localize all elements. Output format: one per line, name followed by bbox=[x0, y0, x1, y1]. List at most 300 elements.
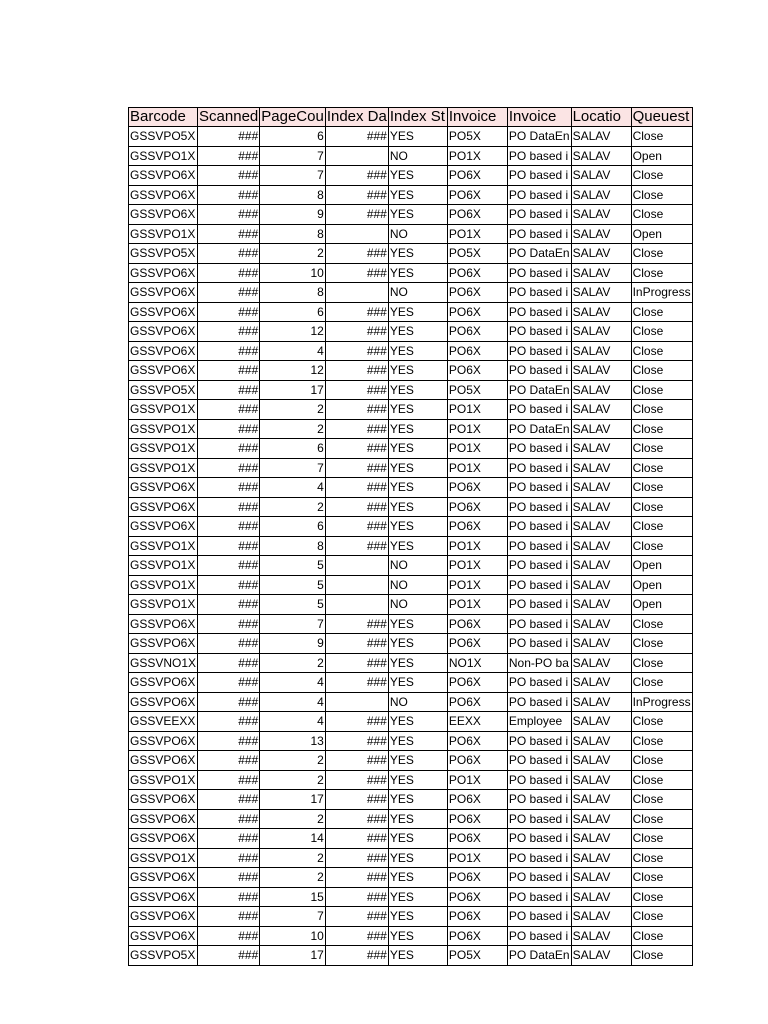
cell-index-date[interactable]: ### bbox=[325, 341, 388, 361]
cell-queue-status[interactable]: Close bbox=[631, 458, 692, 478]
cell-queue-status[interactable]: Close bbox=[631, 829, 692, 849]
cell-pagecount[interactable]: 6 bbox=[260, 302, 326, 322]
cell-queue-status[interactable]: Close bbox=[631, 322, 692, 342]
cell-invoice-desc[interactable]: PO based i bbox=[507, 205, 571, 225]
cell-barcode[interactable]: GSSVPO5X bbox=[129, 127, 198, 147]
cell-queue-status[interactable]: Close bbox=[631, 478, 692, 498]
cell-location[interactable]: SALAV bbox=[571, 185, 631, 205]
cell-invoice-type[interactable]: PO6X bbox=[447, 478, 507, 498]
cell-scanned[interactable]: ### bbox=[198, 653, 260, 673]
cell-queue-status[interactable]: Close bbox=[631, 653, 692, 673]
cell-pagecount[interactable]: 2 bbox=[260, 751, 326, 771]
cell-invoice-desc[interactable]: PO based i bbox=[507, 614, 571, 634]
cell-index-status[interactable]: YES bbox=[388, 673, 447, 693]
header-scanned[interactable]: Scanned bbox=[199, 108, 259, 125]
cell-scanned[interactable]: ### bbox=[198, 205, 260, 225]
cell-invoice-type[interactable]: PO1X bbox=[447, 575, 507, 595]
cell-queue-status[interactable]: InProgress bbox=[631, 283, 692, 303]
cell-index-date[interactable]: ### bbox=[325, 829, 388, 849]
cell-index-status[interactable]: YES bbox=[388, 361, 447, 381]
cell-invoice-desc[interactable]: PO based i bbox=[507, 341, 571, 361]
cell-pagecount[interactable]: 7 bbox=[260, 146, 326, 166]
cell-invoice-type[interactable]: EEXX bbox=[447, 712, 507, 732]
cell-scanned[interactable]: ### bbox=[198, 751, 260, 771]
cell-pagecount[interactable]: 8 bbox=[260, 185, 326, 205]
cell-index-date[interactable]: ### bbox=[325, 712, 388, 732]
cell-queue-status[interactable]: Close bbox=[631, 868, 692, 888]
cell-invoice-type[interactable]: PO1X bbox=[447, 556, 507, 576]
cell-pagecount[interactable]: 10 bbox=[260, 263, 326, 283]
cell-index-date[interactable] bbox=[325, 283, 388, 303]
cell-index-date[interactable]: ### bbox=[325, 400, 388, 420]
cell-location[interactable]: SALAV bbox=[571, 848, 631, 868]
cell-location[interactable]: SALAV bbox=[571, 712, 631, 732]
cell-invoice-desc[interactable]: PO based i bbox=[507, 185, 571, 205]
cell-location[interactable]: SALAV bbox=[571, 868, 631, 888]
cell-invoice-desc[interactable]: PO DataEn bbox=[507, 127, 571, 147]
cell-invoice-desc[interactable]: PO based i bbox=[507, 575, 571, 595]
cell-index-date[interactable]: ### bbox=[325, 614, 388, 634]
cell-scanned[interactable]: ### bbox=[198, 302, 260, 322]
cell-index-status[interactable]: YES bbox=[388, 244, 447, 264]
cell-barcode[interactable]: GSSVPO6X bbox=[129, 166, 198, 186]
cell-barcode[interactable]: GSSVPO1X bbox=[129, 556, 198, 576]
cell-index-date[interactable] bbox=[325, 556, 388, 576]
cell-index-date[interactable]: ### bbox=[325, 302, 388, 322]
cell-invoice-desc[interactable]: PO based i bbox=[507, 322, 571, 342]
cell-index-status[interactable]: YES bbox=[388, 302, 447, 322]
cell-invoice-desc[interactable]: PO based i bbox=[507, 595, 571, 615]
cell-pagecount[interactable]: 8 bbox=[260, 283, 326, 303]
cell-index-date[interactable]: ### bbox=[325, 497, 388, 517]
cell-index-date[interactable]: ### bbox=[325, 419, 388, 439]
cell-queue-status[interactable]: Close bbox=[631, 400, 692, 420]
cell-scanned[interactable]: ### bbox=[198, 127, 260, 147]
cell-barcode[interactable]: GSSVPO1X bbox=[129, 848, 198, 868]
cell-barcode[interactable]: GSSVPO5X bbox=[129, 244, 198, 264]
cell-barcode[interactable]: GSSVPO6X bbox=[129, 907, 198, 927]
cell-pagecount[interactable]: 5 bbox=[260, 595, 326, 615]
cell-scanned[interactable]: ### bbox=[198, 595, 260, 615]
cell-location[interactable]: SALAV bbox=[571, 244, 631, 264]
cell-index-status[interactable]: NO bbox=[388, 224, 447, 244]
cell-scanned[interactable]: ### bbox=[198, 380, 260, 400]
cell-queue-status[interactable]: Close bbox=[631, 848, 692, 868]
cell-index-date[interactable]: ### bbox=[325, 634, 388, 654]
cell-queue-status[interactable]: Close bbox=[631, 536, 692, 556]
cell-index-status[interactable]: NO bbox=[388, 146, 447, 166]
cell-location[interactable]: SALAV bbox=[571, 829, 631, 849]
cell-queue-status[interactable]: InProgress bbox=[631, 692, 692, 712]
cell-location[interactable]: SALAV bbox=[571, 127, 631, 147]
cell-barcode[interactable]: GSSVPO6X bbox=[129, 283, 198, 303]
cell-pagecount[interactable]: 5 bbox=[260, 556, 326, 576]
cell-barcode[interactable]: GSSVPO6X bbox=[129, 185, 198, 205]
cell-barcode[interactable]: GSSVPO6X bbox=[129, 731, 198, 751]
cell-barcode[interactable]: GSSVPO6X bbox=[129, 517, 198, 537]
cell-index-date[interactable]: ### bbox=[325, 380, 388, 400]
cell-invoice-desc[interactable]: PO based i bbox=[507, 536, 571, 556]
cell-barcode[interactable]: GSSVPO1X bbox=[129, 439, 198, 459]
cell-invoice-type[interactable]: PO6X bbox=[447, 205, 507, 225]
cell-location[interactable]: SALAV bbox=[571, 224, 631, 244]
cell-index-status[interactable]: YES bbox=[388, 205, 447, 225]
cell-location[interactable]: SALAV bbox=[571, 634, 631, 654]
cell-index-status[interactable]: YES bbox=[388, 341, 447, 361]
cell-invoice-type[interactable]: PO6X bbox=[447, 790, 507, 810]
cell-pagecount[interactable]: 9 bbox=[260, 205, 326, 225]
cell-invoice-desc[interactable]: PO based i bbox=[507, 751, 571, 771]
cell-scanned[interactable]: ### bbox=[198, 770, 260, 790]
cell-pagecount[interactable]: 4 bbox=[260, 478, 326, 498]
cell-scanned[interactable]: ### bbox=[198, 478, 260, 498]
cell-index-date[interactable]: ### bbox=[325, 361, 388, 381]
cell-queue-status[interactable]: Close bbox=[631, 439, 692, 459]
cell-queue-status[interactable]: Close bbox=[631, 770, 692, 790]
cell-index-status[interactable]: YES bbox=[388, 322, 447, 342]
cell-index-date[interactable] bbox=[325, 224, 388, 244]
cell-queue-status[interactable]: Close bbox=[631, 634, 692, 654]
cell-scanned[interactable]: ### bbox=[198, 614, 260, 634]
cell-location[interactable]: SALAV bbox=[571, 205, 631, 225]
cell-pagecount[interactable]: 2 bbox=[260, 497, 326, 517]
cell-barcode[interactable]: GSSVPO6X bbox=[129, 868, 198, 888]
cell-index-date[interactable]: ### bbox=[325, 263, 388, 283]
cell-index-date[interactable]: ### bbox=[325, 868, 388, 888]
cell-location[interactable]: SALAV bbox=[571, 946, 631, 966]
cell-barcode[interactable]: GSSVPO6X bbox=[129, 634, 198, 654]
cell-invoice-desc[interactable]: PO based i bbox=[507, 907, 571, 927]
cell-index-date[interactable]: ### bbox=[325, 127, 388, 147]
cell-index-status[interactable]: YES bbox=[388, 458, 447, 478]
cell-queue-status[interactable]: Close bbox=[631, 497, 692, 517]
cell-barcode[interactable]: GSSVPO6X bbox=[129, 751, 198, 771]
cell-index-status[interactable]: YES bbox=[388, 419, 447, 439]
cell-index-status[interactable]: YES bbox=[388, 653, 447, 673]
cell-invoice-desc[interactable]: PO based i bbox=[507, 517, 571, 537]
cell-barcode[interactable]: GSSVPO6X bbox=[129, 926, 198, 946]
cell-scanned[interactable]: ### bbox=[198, 634, 260, 654]
cell-location[interactable]: SALAV bbox=[571, 478, 631, 498]
cell-invoice-type[interactable]: PO6X bbox=[447, 263, 507, 283]
cell-location[interactable]: SALAV bbox=[571, 614, 631, 634]
cell-invoice-desc[interactable]: PO DataEn bbox=[507, 946, 571, 966]
cell-index-status[interactable]: YES bbox=[388, 809, 447, 829]
cell-index-date[interactable] bbox=[325, 595, 388, 615]
cell-location[interactable]: SALAV bbox=[571, 497, 631, 517]
cell-location[interactable]: SALAV bbox=[571, 439, 631, 459]
header-invoice-type[interactable]: Invoice bbox=[447, 108, 507, 127]
cell-index-date[interactable]: ### bbox=[325, 517, 388, 537]
cell-barcode[interactable]: GSSVPO6X bbox=[129, 614, 198, 634]
cell-invoice-type[interactable]: PO1X bbox=[447, 224, 507, 244]
cell-index-status[interactable]: YES bbox=[388, 634, 447, 654]
cell-queue-status[interactable]: Close bbox=[631, 517, 692, 537]
cell-invoice-type[interactable]: NO1X bbox=[447, 653, 507, 673]
cell-pagecount[interactable]: 14 bbox=[260, 829, 326, 849]
cell-pagecount[interactable]: 8 bbox=[260, 224, 326, 244]
cell-barcode[interactable]: GSSVEEXX bbox=[129, 712, 198, 732]
cell-index-date[interactable]: ### bbox=[325, 731, 388, 751]
cell-scanned[interactable]: ### bbox=[198, 907, 260, 927]
cell-invoice-desc[interactable]: Non-PO ba bbox=[507, 653, 571, 673]
cell-queue-status[interactable]: Close bbox=[631, 673, 692, 693]
cell-invoice-desc[interactable]: PO based i bbox=[507, 556, 571, 576]
cell-invoice-desc[interactable]: PO DataEn bbox=[507, 419, 571, 439]
cell-index-date[interactable]: ### bbox=[325, 887, 388, 907]
cell-location[interactable]: SALAV bbox=[571, 653, 631, 673]
cell-invoice-desc[interactable]: PO based i bbox=[507, 400, 571, 420]
cell-invoice-type[interactable]: PO6X bbox=[447, 809, 507, 829]
cell-scanned[interactable]: ### bbox=[198, 361, 260, 381]
cell-location[interactable]: SALAV bbox=[571, 731, 631, 751]
cell-barcode[interactable]: GSSVPO6X bbox=[129, 341, 198, 361]
cell-queue-status[interactable]: Close bbox=[631, 185, 692, 205]
cell-location[interactable]: SALAV bbox=[571, 536, 631, 556]
cell-index-date[interactable]: ### bbox=[325, 926, 388, 946]
cell-scanned[interactable]: ### bbox=[198, 322, 260, 342]
cell-pagecount[interactable]: 8 bbox=[260, 536, 326, 556]
cell-invoice-desc[interactable]: Employee bbox=[507, 712, 571, 732]
cell-index-date[interactable]: ### bbox=[325, 478, 388, 498]
cell-index-status[interactable]: YES bbox=[388, 380, 447, 400]
cell-index-date[interactable]: ### bbox=[325, 653, 388, 673]
cell-location[interactable]: SALAV bbox=[571, 556, 631, 576]
cell-index-date[interactable]: ### bbox=[325, 244, 388, 264]
cell-pagecount[interactable]: 17 bbox=[260, 790, 326, 810]
cell-queue-status[interactable]: Open bbox=[631, 224, 692, 244]
cell-invoice-desc[interactable]: PO based i bbox=[507, 302, 571, 322]
cell-invoice-type[interactable]: PO1X bbox=[447, 595, 507, 615]
cell-pagecount[interactable]: 2 bbox=[260, 419, 326, 439]
cell-index-status[interactable]: YES bbox=[388, 731, 447, 751]
cell-pagecount[interactable]: 2 bbox=[260, 244, 326, 264]
cell-queue-status[interactable]: Close bbox=[631, 361, 692, 381]
cell-invoice-type[interactable]: PO6X bbox=[447, 634, 507, 654]
cell-invoice-type[interactable]: PO6X bbox=[447, 731, 507, 751]
cell-invoice-type[interactable]: PO1X bbox=[447, 146, 507, 166]
cell-location[interactable]: SALAV bbox=[571, 770, 631, 790]
cell-invoice-type[interactable]: PO6X bbox=[447, 322, 507, 342]
cell-pagecount[interactable]: 2 bbox=[260, 848, 326, 868]
cell-pagecount[interactable]: 7 bbox=[260, 614, 326, 634]
cell-index-status[interactable]: YES bbox=[388, 536, 447, 556]
cell-scanned[interactable]: ### bbox=[198, 556, 260, 576]
cell-barcode[interactable]: GSSVPO1X bbox=[129, 536, 198, 556]
cell-index-date[interactable]: ### bbox=[325, 946, 388, 966]
cell-location[interactable]: SALAV bbox=[571, 146, 631, 166]
cell-invoice-type[interactable]: PO6X bbox=[447, 907, 507, 927]
cell-invoice-desc[interactable]: PO based i bbox=[507, 770, 571, 790]
cell-queue-status[interactable]: Close bbox=[631, 302, 692, 322]
cell-invoice-type[interactable]: PO6X bbox=[447, 692, 507, 712]
cell-scanned[interactable]: ### bbox=[198, 692, 260, 712]
cell-invoice-desc[interactable]: PO based i bbox=[507, 731, 571, 751]
cell-index-date[interactable]: ### bbox=[325, 166, 388, 186]
cell-queue-status[interactable]: Close bbox=[631, 244, 692, 264]
cell-index-date[interactable]: ### bbox=[325, 536, 388, 556]
cell-queue-status[interactable]: Open bbox=[631, 556, 692, 576]
cell-queue-status[interactable]: Close bbox=[631, 790, 692, 810]
cell-index-status[interactable]: NO bbox=[388, 595, 447, 615]
cell-index-status[interactable]: NO bbox=[388, 556, 447, 576]
cell-pagecount[interactable]: 2 bbox=[260, 809, 326, 829]
cell-index-status[interactable]: YES bbox=[388, 439, 447, 459]
cell-scanned[interactable]: ### bbox=[198, 809, 260, 829]
cell-invoice-type[interactable]: PO6X bbox=[447, 341, 507, 361]
cell-scanned[interactable]: ### bbox=[198, 868, 260, 888]
cell-scanned[interactable]: ### bbox=[198, 673, 260, 693]
cell-invoice-type[interactable]: PO6X bbox=[447, 185, 507, 205]
cell-pagecount[interactable]: 12 bbox=[260, 361, 326, 381]
cell-scanned[interactable]: ### bbox=[198, 439, 260, 459]
cell-pagecount[interactable]: 10 bbox=[260, 926, 326, 946]
cell-pagecount[interactable]: 6 bbox=[260, 517, 326, 537]
cell-index-status[interactable]: YES bbox=[388, 829, 447, 849]
cell-scanned[interactable]: ### bbox=[198, 517, 260, 537]
cell-location[interactable]: SALAV bbox=[571, 673, 631, 693]
cell-barcode[interactable]: GSSVPO1X bbox=[129, 770, 198, 790]
cell-location[interactable]: SALAV bbox=[571, 575, 631, 595]
cell-barcode[interactable]: GSSVPO1X bbox=[129, 575, 198, 595]
cell-invoice-type[interactable]: PO1X bbox=[447, 419, 507, 439]
cell-location[interactable]: SALAV bbox=[571, 458, 631, 478]
cell-queue-status[interactable]: Open bbox=[631, 146, 692, 166]
cell-index-status[interactable]: YES bbox=[388, 751, 447, 771]
cell-invoice-desc[interactable]: PO based i bbox=[507, 361, 571, 381]
cell-location[interactable]: SALAV bbox=[571, 361, 631, 381]
cell-scanned[interactable]: ### bbox=[198, 341, 260, 361]
cell-location[interactable]: SALAV bbox=[571, 419, 631, 439]
cell-scanned[interactable]: ### bbox=[198, 887, 260, 907]
cell-index-date[interactable]: ### bbox=[325, 673, 388, 693]
cell-invoice-desc[interactable]: PO based i bbox=[507, 497, 571, 517]
cell-index-status[interactable]: YES bbox=[388, 946, 447, 966]
header-index-date[interactable]: Index Da bbox=[326, 108, 387, 125]
cell-scanned[interactable]: ### bbox=[198, 497, 260, 517]
cell-location[interactable]: SALAV bbox=[571, 517, 631, 537]
cell-location[interactable]: SALAV bbox=[571, 400, 631, 420]
cell-index-date[interactable]: ### bbox=[325, 458, 388, 478]
header-location[interactable]: Locatio bbox=[571, 108, 631, 127]
cell-invoice-desc[interactable]: PO DataEn bbox=[507, 244, 571, 264]
cell-index-date[interactable]: ### bbox=[325, 770, 388, 790]
cell-queue-status[interactable]: Close bbox=[631, 731, 692, 751]
cell-invoice-desc[interactable]: PO based i bbox=[507, 848, 571, 868]
cell-pagecount[interactable]: 7 bbox=[260, 166, 326, 186]
cell-scanned[interactable]: ### bbox=[198, 166, 260, 186]
cell-invoice-type[interactable]: PO1X bbox=[447, 458, 507, 478]
cell-index-status[interactable]: YES bbox=[388, 400, 447, 420]
cell-invoice-type[interactable]: PO6X bbox=[447, 302, 507, 322]
cell-invoice-type[interactable]: PO5X bbox=[447, 380, 507, 400]
cell-invoice-type[interactable]: PO6X bbox=[447, 887, 507, 907]
cell-barcode[interactable]: GSSVPO1X bbox=[129, 400, 198, 420]
cell-barcode[interactable]: GSSVPO6X bbox=[129, 205, 198, 225]
cell-location[interactable]: SALAV bbox=[571, 790, 631, 810]
cell-barcode[interactable]: GSSVPO1X bbox=[129, 224, 198, 244]
cell-invoice-type[interactable]: PO1X bbox=[447, 439, 507, 459]
cell-index-date[interactable] bbox=[325, 146, 388, 166]
cell-barcode[interactable]: GSSVPO6X bbox=[129, 829, 198, 849]
cell-location[interactable]: SALAV bbox=[571, 887, 631, 907]
cell-barcode[interactable]: GSSVPO6X bbox=[129, 887, 198, 907]
cell-invoice-desc[interactable]: PO based i bbox=[507, 458, 571, 478]
cell-index-status[interactable]: YES bbox=[388, 185, 447, 205]
header-barcode[interactable]: Barcode bbox=[129, 108, 198, 127]
cell-index-date[interactable]: ### bbox=[325, 322, 388, 342]
cell-queue-status[interactable]: Close bbox=[631, 907, 692, 927]
cell-pagecount[interactable]: 7 bbox=[260, 907, 326, 927]
cell-invoice-desc[interactable]: PO based i bbox=[507, 790, 571, 810]
cell-invoice-type[interactable]: PO5X bbox=[447, 946, 507, 966]
cell-scanned[interactable]: ### bbox=[198, 419, 260, 439]
cell-queue-status[interactable]: Close bbox=[631, 809, 692, 829]
cell-scanned[interactable]: ### bbox=[198, 946, 260, 966]
cell-queue-status[interactable]: Close bbox=[631, 380, 692, 400]
cell-pagecount[interactable]: 4 bbox=[260, 673, 326, 693]
cell-location[interactable]: SALAV bbox=[571, 322, 631, 342]
cell-barcode[interactable]: GSSVNO1X bbox=[129, 653, 198, 673]
cell-barcode[interactable]: GSSVPO6X bbox=[129, 790, 198, 810]
cell-scanned[interactable]: ### bbox=[198, 829, 260, 849]
cell-index-status[interactable]: YES bbox=[388, 712, 447, 732]
cell-queue-status[interactable]: Close bbox=[631, 712, 692, 732]
cell-index-date[interactable]: ### bbox=[325, 790, 388, 810]
cell-index-status[interactable]: NO bbox=[388, 283, 447, 303]
cell-pagecount[interactable]: 15 bbox=[260, 887, 326, 907]
cell-scanned[interactable]: ### bbox=[198, 731, 260, 751]
cell-barcode[interactable]: GSSVPO6X bbox=[129, 478, 198, 498]
cell-location[interactable]: SALAV bbox=[571, 692, 631, 712]
cell-index-status[interactable]: YES bbox=[388, 166, 447, 186]
cell-invoice-type[interactable]: PO6X bbox=[447, 926, 507, 946]
cell-queue-status[interactable]: Close bbox=[631, 419, 692, 439]
cell-scanned[interactable]: ### bbox=[198, 283, 260, 303]
cell-barcode[interactable]: GSSVPO6X bbox=[129, 302, 198, 322]
cell-index-date[interactable]: ### bbox=[325, 205, 388, 225]
cell-barcode[interactable]: GSSVPO1X bbox=[129, 146, 198, 166]
cell-barcode[interactable]: GSSVPO6X bbox=[129, 809, 198, 829]
cell-invoice-type[interactable]: PO6X bbox=[447, 361, 507, 381]
cell-pagecount[interactable]: 17 bbox=[260, 380, 326, 400]
cell-index-status[interactable]: YES bbox=[388, 517, 447, 537]
cell-invoice-type[interactable]: PO5X bbox=[447, 127, 507, 147]
cell-invoice-type[interactable]: PO6X bbox=[447, 517, 507, 537]
cell-pagecount[interactable]: 2 bbox=[260, 653, 326, 673]
cell-pagecount[interactable]: 7 bbox=[260, 458, 326, 478]
cell-scanned[interactable]: ### bbox=[198, 400, 260, 420]
cell-location[interactable]: SALAV bbox=[571, 166, 631, 186]
cell-invoice-desc[interactable]: PO based i bbox=[507, 263, 571, 283]
cell-invoice-type[interactable]: PO1X bbox=[447, 770, 507, 790]
cell-scanned[interactable]: ### bbox=[198, 263, 260, 283]
cell-invoice-desc[interactable]: PO based i bbox=[507, 224, 571, 244]
cell-barcode[interactable]: GSSVPO6X bbox=[129, 361, 198, 381]
cell-location[interactable]: SALAV bbox=[571, 926, 631, 946]
cell-queue-status[interactable]: Close bbox=[631, 926, 692, 946]
cell-barcode[interactable]: GSSVPO6X bbox=[129, 263, 198, 283]
cell-scanned[interactable]: ### bbox=[198, 712, 260, 732]
cell-pagecount[interactable]: 12 bbox=[260, 322, 326, 342]
cell-pagecount[interactable]: 2 bbox=[260, 868, 326, 888]
cell-invoice-type[interactable]: PO6X bbox=[447, 868, 507, 888]
cell-queue-status[interactable]: Open bbox=[631, 595, 692, 615]
cell-invoice-desc[interactable]: PO based i bbox=[507, 478, 571, 498]
header-invoice-desc[interactable]: Invoice bbox=[507, 108, 571, 127]
cell-index-date[interactable]: ### bbox=[325, 185, 388, 205]
cell-queue-status[interactable]: Close bbox=[631, 263, 692, 283]
